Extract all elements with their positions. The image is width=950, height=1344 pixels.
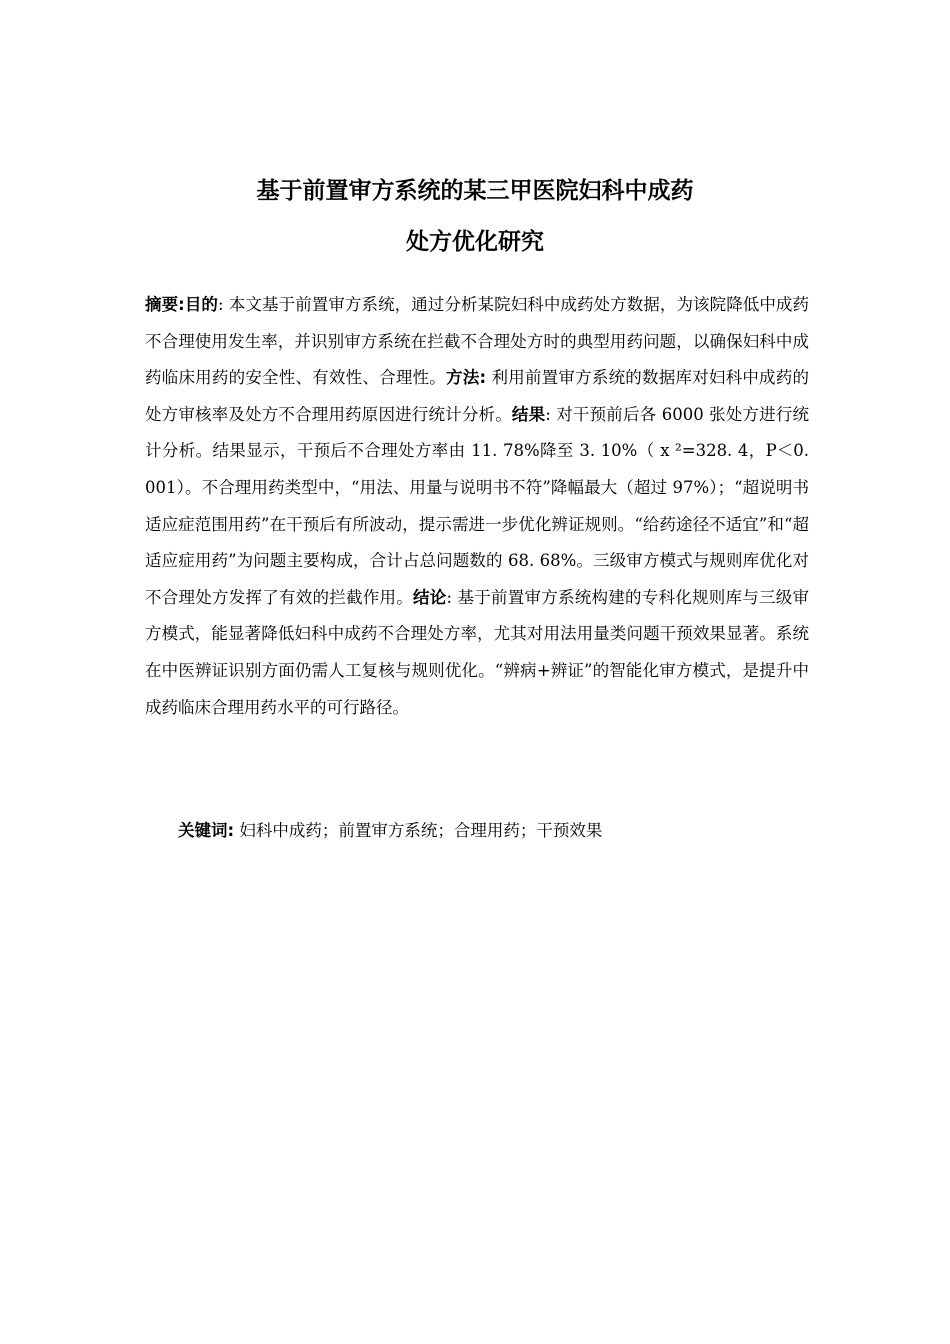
objective-separator: :: [218, 295, 224, 314]
keywords-line: [178, 818, 818, 844]
results-separator: :: [545, 404, 551, 424]
abstract-paragraph: [145, 287, 809, 726]
conclusion-separator: :: [446, 587, 453, 607]
results-label: 结果: [511, 404, 546, 424]
objective-text: 本文基于前置审方系统，通过分析某院妇科中成药处方数据，为该院降低中成药不合理使用发生率，并识别审方系统在拦截不合理处方时的典型用药问题，以确保妇科中成药临床用药的安全性、有效性、合理性。: [145, 295, 810, 388]
keywords-text: 妇科中成药；前置审方系统；合理用药；干预效果: [234, 821, 603, 840]
paper-title-line-2: 处方优化研究: [406, 229, 544, 255]
objective-label: 目的: [184, 295, 218, 314]
conclusion-label: 结论: [412, 587, 447, 607]
abstract-label: 摘要:: [145, 295, 185, 314]
conclusion-text: 基于前置审方系统构建的专科化规则库与三级审方模式，能显著降低妇科中成药不合理处方率，尤其对用法用量类问题干预效果显著。系统在中医辨证识别方面仍需人工复核与规则优化。“辨病+辨证”的智能化审方模式，是提升中成药临床合理用药水平的可行路径。: [145, 587, 810, 717]
methods-text: 利用前置审方系统的数据库对妇科中成药的处方审核率及处方不合理用药原因进行统计分析。: [145, 368, 810, 424]
results-text: 对干预前后各 6000 张处方进行统计分析。结果显示，干预后不合理处方率由 11. 78%降至 3. 10%（ x ²=328. 4，P＜0. 001）。不合理用药类型中，“用法、用量与说明书不符”降幅最大（超过 97%）；“超说明书适应症范围用药”在干预后有所波动，提示需进一步优化辨证规则。“给药途径不适宜”和“超适应症用药”为问题主要构成，合计占总问题数的 68. 68%。三级审方模式与规则库优化对不合理处方发挥了有效的拦截作用。: [145, 404, 810, 607]
keywords-label: 关键词:: [178, 821, 235, 840]
methods-label: 方法:: [446, 368, 487, 388]
paper-title-line-1: 基于前置审方系统的某三甲医院妇科中成药: [256, 178, 694, 204]
